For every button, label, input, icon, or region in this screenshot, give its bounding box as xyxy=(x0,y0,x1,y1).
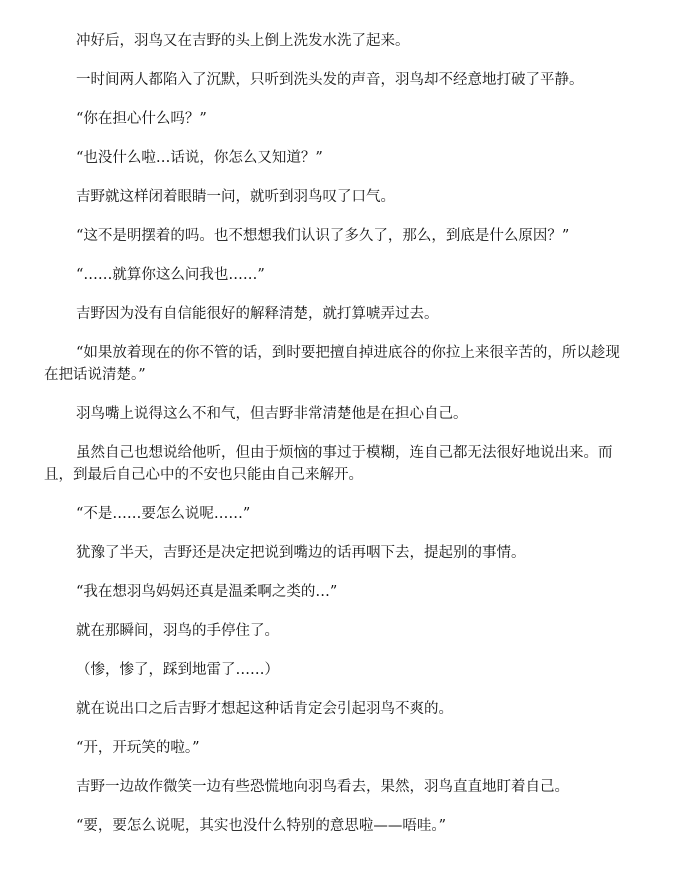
paragraph-9: “如果放着现在的你不管的话，到时要把擅自掉进底谷的你拉上来很辛苦的，所以趁现在把话说清楚。” xyxy=(44,345,620,383)
paragraph-13: 犹豫了半天，吉野还是决定把说到嘴边的话再咽下去，提起别的事情。 xyxy=(76,545,526,561)
paragraph-1: 冲好后，羽鸟又在吉野的头上倒上洗发水洗了起来。 xyxy=(76,33,410,49)
paragraph-11: 虽然自己也想说给他听，但由于烦恼的事过于模糊，连自己都无法很好地说出来。而且，到最后自己心中的不安也只能由自己来解开。 xyxy=(44,445,613,483)
paragraph-5: 吉野就这样闭着眼睛一问，就听到羽鸟叹了口气。 xyxy=(76,189,395,205)
paragraph-7: “……就算你这么问我也……” xyxy=(76,267,265,283)
paragraph-2: 一时间两人都陷入了沉默，只听到洗头发的声音，羽鸟却不经意地打破了平静。 xyxy=(76,72,584,88)
paragraph-14: “我在想羽鸟妈妈还真是温柔啊之类的…” xyxy=(76,584,338,600)
paragraph-20: “要，要怎么说呢，其实也没什么特别的意思啦——唔哇。” xyxy=(76,818,447,834)
paragraph-10: 羽鸟嘴上说得这么不和气，但吉野非常清楚他是在担心自己。 xyxy=(76,406,468,422)
paragraph-17: 就在说出口之后吉野才想起这种话肯定会引起羽鸟不爽的。 xyxy=(76,701,453,717)
paragraph-4: “也没什么啦…话说，你怎么又知道？” xyxy=(76,150,323,166)
paragraph-19: 吉野一边故作微笑一边有些恐慌地向羽鸟看去，果然，羽鸟直直地盯着自己。 xyxy=(76,779,569,795)
paragraph-18: “开，开玩笑的啦。” xyxy=(76,740,200,756)
paragraph-12: “不是……要怎么说呢……” xyxy=(76,506,251,522)
paragraph-6: “这不是明摆着的吗。也不想想我们认识了多久了，那么，到底是什么原因？” xyxy=(76,228,570,244)
paragraph-15: 就在那瞬间，羽鸟的手停住了。 xyxy=(76,623,279,639)
paragraph-3: “你在担心什么吗？” xyxy=(76,111,207,127)
paragraph-16: （惨，惨了，踩到地雷了……） xyxy=(76,662,279,678)
paragraph-8: 吉野因为没有自信能很好的解释清楚，就打算唬弄过去。 xyxy=(76,306,439,322)
